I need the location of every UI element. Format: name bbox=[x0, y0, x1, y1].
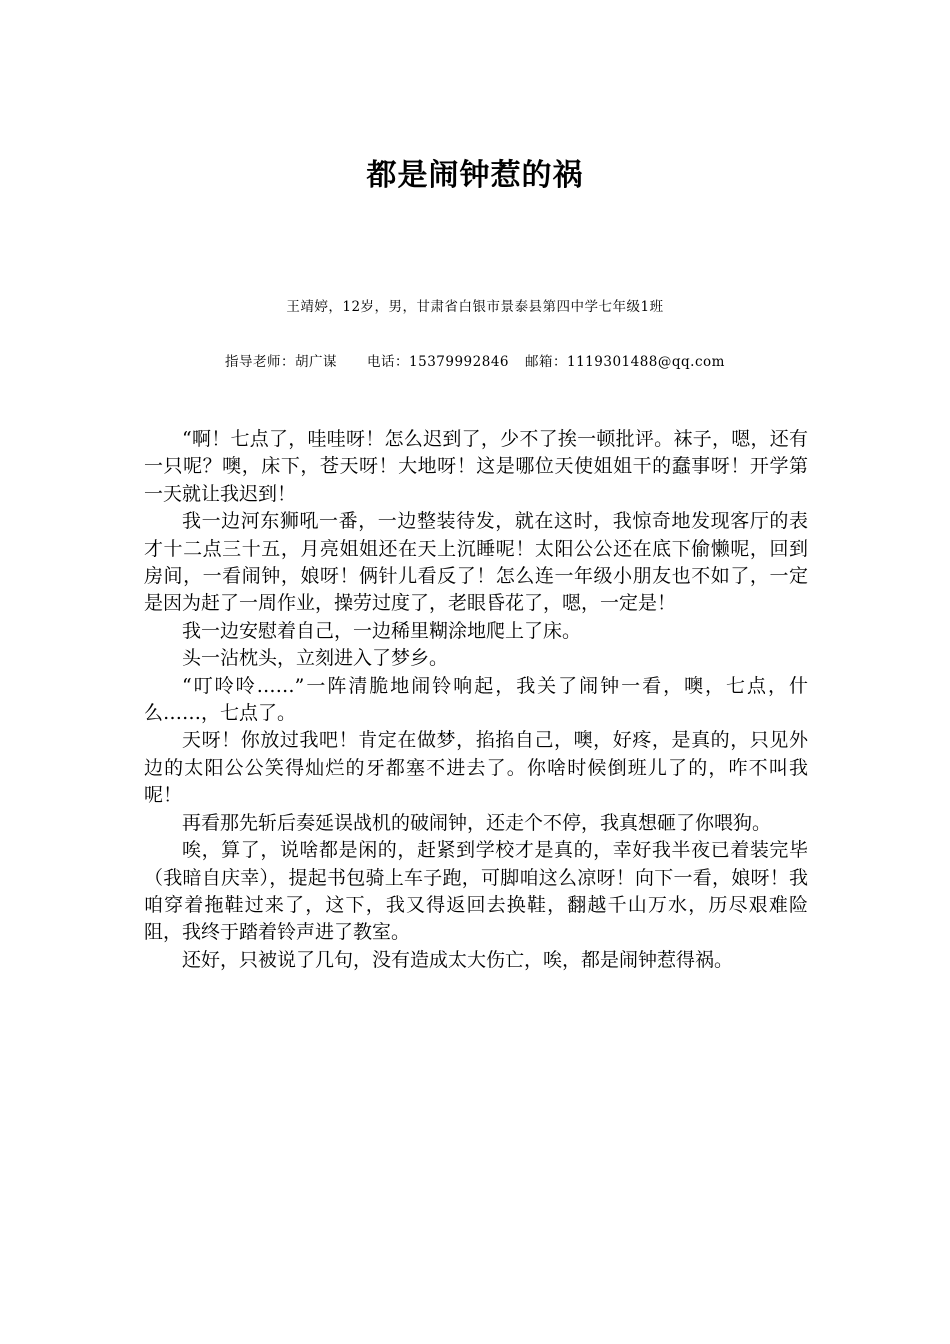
paragraph: 我一边河东狮吼一番，一边整装待发，就在这时，我惊奇地发现客厅的表才十二点三十五，月亮姐姐还在天上沉睡呢！太阳公公还在底下偷懒呢，回到房间，一看闹钟，娘呀！俩针儿看反了！怎么连一年级小朋友也不如了，一定是因为赶了一周作业，操劳过度了，老眼昏花了，嗯，一定是！ bbox=[144, 510, 808, 615]
email-info: 邮箱：1119301488@qq.com bbox=[525, 354, 725, 370]
paragraph: 还好，只被说了几句，没有造成太大伤亡，唉，都是闹钟惹得祸。 bbox=[182, 948, 734, 971]
paragraph: 我一边安慰着自己，一边稀里糊涂地爬上了床。 bbox=[182, 619, 582, 642]
paragraph: “叮呤呤……”一阵清脆地闹铃响起，我关了闹钟一看，噢，七点，什么……，七点了。 bbox=[144, 674, 808, 725]
paragraph: 头一沾枕头，立刻进入了梦乡。 bbox=[182, 647, 449, 670]
phone-info: 电话：15379992846 bbox=[367, 354, 509, 370]
paragraph: “啊！七点了，哇哇呀！怎么迟到了，少不了挨一顿批评。袜子，嗯，还有一只呢？噢，床下，苍天呀！大地呀！这是哪位天使姐姐干的蠢事呀！开学第一天就让我迟到！ bbox=[144, 428, 808, 505]
author-line: 王靖婷，12岁，男，甘肃省白银市景泰县第四中学七年级1班 bbox=[286, 299, 664, 315]
essay-body bbox=[144, 426, 808, 974]
paragraph: 唉，算了，说啥都是闲的，赶紧到学校才是真的，幸好我半夜已着装完毕（我暗自庆幸），提起书包骑上车子跑，可脚咱这么凉呀！向下一看，娘呀！我咱穿着拖鞋过来了，这下，我又得返回去换鞋，翻越千山万水，历尽艰难险阻，我终于踏着铃声进了教室。 bbox=[144, 839, 808, 944]
paragraph: 再看那先斩后奏延误战机的破闹钟，还走个不停，我真想砸了你喂狗。 bbox=[182, 811, 772, 834]
essay-title: 都是闹钟惹的祸 bbox=[366, 158, 584, 193]
teacher-info: 指导老师：胡广谋 bbox=[225, 354, 338, 370]
contact-line bbox=[0, 352, 950, 372]
paragraph: 天呀！你放过我吧！肯定在做梦，掐掐自己，噢，好疼，是真的，只见外边的太阳公公笑得灿烂的牙都塞不进去了。你啥时候倒班儿了的，咋不叫我呢！ bbox=[144, 729, 808, 807]
